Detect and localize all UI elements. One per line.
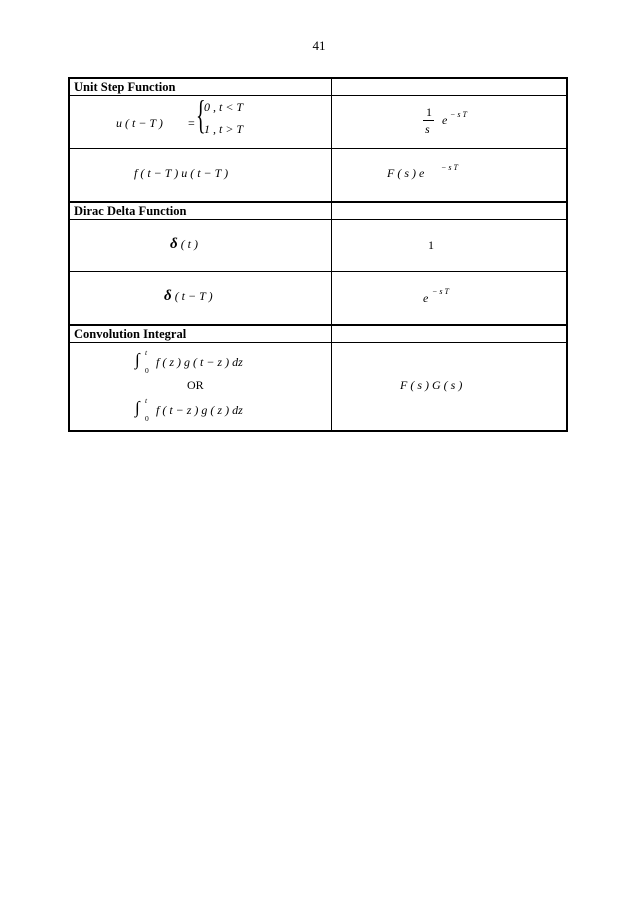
convolution-rhs: F ( s ) G ( s ): [400, 378, 463, 392]
fraction-bar: [423, 120, 434, 121]
dirac-delta-row-2-arg: ( t − T ): [174, 289, 213, 303]
dirac-delta-row-1-lhs: [170, 236, 198, 253]
delta-symbol: δ: [170, 236, 178, 252]
unit-step-lhs: u ( t − T ): [116, 116, 163, 130]
convolution-integrand-1: f ( z ) g ( t − z ) dz: [156, 355, 243, 369]
shifted-function-rhs-exponent: − s T: [441, 163, 458, 172]
row-divider: [70, 271, 566, 272]
unit-step-title: Unit Step Function: [74, 80, 176, 94]
integral-sign: ∫: [135, 350, 140, 369]
lower-limit: 0: [145, 414, 149, 423]
section-divider: [70, 201, 566, 203]
unit-step-rhs-numerator: 1: [426, 105, 432, 119]
lower-limit: 0: [145, 366, 149, 375]
upper-limit: t: [145, 396, 148, 405]
shifted-function-rhs: F ( s ) e: [387, 166, 425, 180]
row-divider: [70, 342, 566, 343]
dirac-delta-row-2-rhs: e: [423, 291, 429, 305]
unit-step-case-2: 1 , t > T: [204, 122, 244, 136]
dirac-delta-row-1-arg: ( t ): [180, 237, 199, 251]
integral-sign: ∫: [135, 398, 140, 417]
dirac-delta-row-2-rhs-exponent: − s T: [432, 287, 449, 296]
unit-step-rhs-exponent: − s T: [450, 110, 467, 119]
row-divider: [70, 148, 566, 149]
row-divider: [70, 219, 566, 220]
section-divider: [70, 324, 566, 326]
shifted-function-lhs: f ( t − T ) u ( t − T ): [134, 166, 229, 180]
unit-step-case-1: 0 , t < T: [204, 100, 244, 114]
convolution-title: Convolution Integral: [74, 327, 187, 341]
piecewise-brace: {: [196, 92, 206, 137]
dirac-delta-title: Dirac Delta Function: [74, 204, 187, 218]
convolution-integrand-2: f ( t − z ) g ( z ) dz: [156, 403, 243, 417]
row-divider: [70, 95, 566, 96]
dirac-delta-row-1-rhs: 1: [428, 238, 434, 252]
convolution-or: OR: [187, 378, 204, 392]
dirac-delta-row-2-lhs: [164, 288, 213, 305]
unit-step-rhs-denominator: s: [425, 122, 430, 136]
unit-step-rhs-base: e: [442, 113, 448, 127]
unit-step-equals: =: [188, 116, 195, 130]
page-number: 41: [312, 38, 326, 53]
upper-limit: t: [145, 348, 148, 357]
column-divider: [331, 79, 332, 430]
delta-symbol: δ: [164, 288, 172, 304]
laplace-transform-table: [68, 77, 568, 432]
